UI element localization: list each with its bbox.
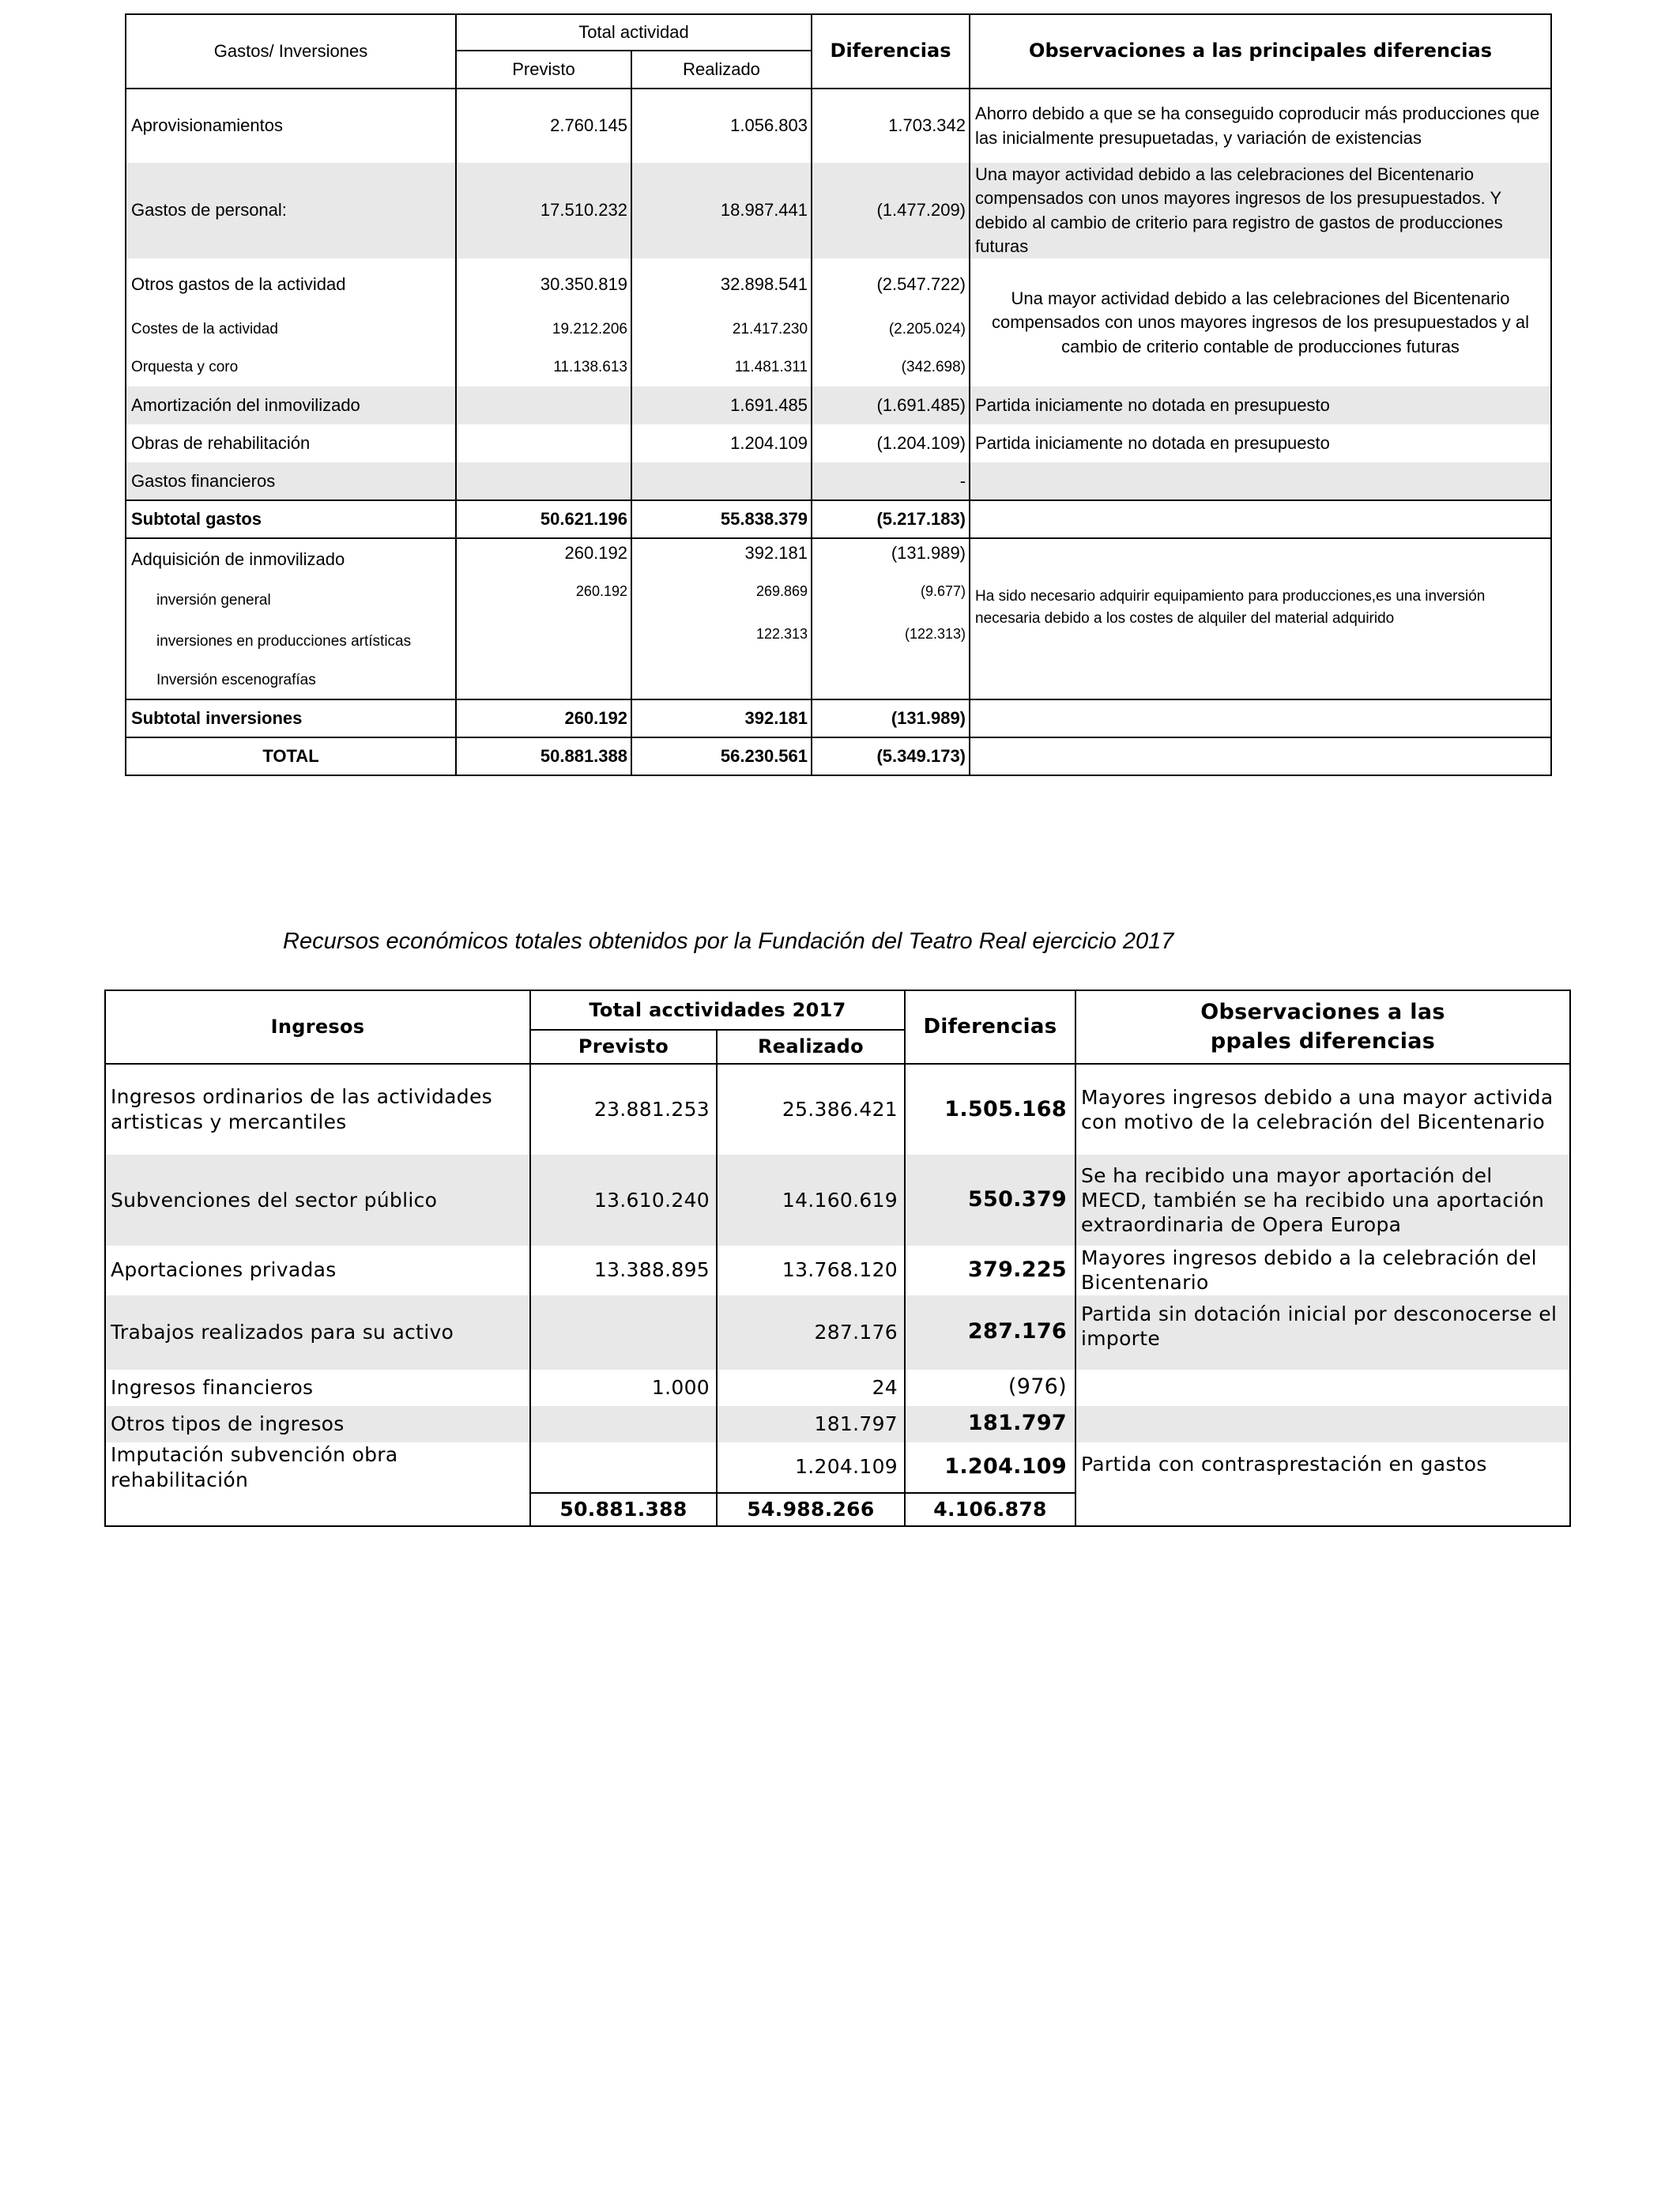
total-row: 50.881.388 54.988.266 4.106.878 bbox=[105, 1493, 1570, 1526]
recursos-table bbox=[104, 990, 1571, 1527]
header-obs-line2: ppales diferencias bbox=[1210, 1028, 1436, 1054]
header-total-actividades: Total acctividades 2017 bbox=[530, 990, 905, 1030]
header-previsto: Previsto bbox=[456, 51, 631, 89]
subtotal-gastos-row: Subtotal gastos 50.621.196 55.838.379 (5.217.183) bbox=[126, 500, 1551, 538]
header-realizado: Realizado bbox=[717, 1030, 905, 1064]
total-row: TOTAL 50.881.388 56.230.561 (5.349.173) bbox=[126, 737, 1551, 775]
header-observaciones bbox=[1075, 990, 1570, 1064]
table-row: Ingresos ordinarios de las actividades artisticas y mercantiles 23.881.253 25.386.421 1.505.168 Mayores ingresos debido a una mayor activida con motivo de la celebración del Bicentenario bbox=[105, 1064, 1570, 1155]
table-row: Gastos de personal: 17.510.232 18.987.441 (1.477.209) Una mayor actividad debido a las celebraciones del Bicentenario compensados con unos mayores ingresos de los presupuestados. Y debido al cambio de criterio para registro de gastos de producciones futuras bbox=[126, 163, 1551, 258]
header-gastos-inversiones: Gastos/ Inversiones bbox=[213, 40, 368, 61]
table-row: Amortización del inmovilizado 1.691.485 (1.691.485) Partida iniciamente no dotada en presupuesto bbox=[126, 386, 1551, 424]
table-row: Otros tipos de ingresos 181.797 181.797 bbox=[105, 1406, 1570, 1442]
table-row: Aprovisionamientos 2.760.145 1.056.803 1.703.342 Ahorro debido a que se ha conseguido coproducir más producciones que las inicialmente presupuetadas, y variación de existencias bbox=[126, 89, 1551, 163]
table-row: Ingresos financieros 1.000 24 (976) bbox=[105, 1370, 1570, 1406]
table-row: Subvenciones del sector público 13.610.240 14.160.619 550.379 Se ha recibido una mayor aportación del MECD, también se ha recibido una aportación extraordinaria de Opera Europa bbox=[105, 1155, 1570, 1246]
table-row: Aportaciones privadas 13.388.895 13.768.120 379.225 Mayores ingresos debido a la celebración del Bicentenario bbox=[105, 1246, 1570, 1295]
header-obs-line1: Observaciones a las bbox=[1200, 1000, 1445, 1025]
table-row: Trabajos realizados para su activo 287.176 287.176 Partida sin dotación inicial por desconocerse el importe bbox=[105, 1295, 1570, 1370]
table-row: Adquisición de inmovilizado 260.192 392.181 (131.989) bbox=[126, 538, 1551, 579]
header-diferencias: Diferencias bbox=[812, 14, 970, 89]
table-row: Inversión escenografías bbox=[126, 662, 1551, 699]
header-ingresos: Ingresos bbox=[270, 1016, 365, 1039]
recursos-title: Recursos económicos totales obtenidos por la Fundación del Teatro Real ejercicio 2017 bbox=[283, 929, 1174, 954]
table-row: inversión general 260.192 269.869 (9.677) Ha sido necesario adquirir equipamiento para producciones,es una inversión necesaria debido a los costes de alquiler del material adquirido bbox=[126, 579, 1551, 622]
subtotal-inversiones-row: Subtotal inversiones 260.192 392.181 (131.989) bbox=[126, 699, 1551, 737]
table-row: Gastos financieros - bbox=[126, 462, 1551, 500]
table-row: Orquesta y coro 11.138.613 11.481.311 (342.698) bbox=[126, 349, 1551, 386]
table-row: Obras de rehabilitación 1.204.109 (1.204.109) Partida iniciamente no dotada en presupuesto bbox=[126, 424, 1551, 462]
table-row: Costes de la actividad 19.212.206 21.417.230 (2.205.024) bbox=[126, 311, 1551, 349]
header-previsto: Previsto bbox=[530, 1030, 717, 1064]
header-realizado: Realizado bbox=[631, 51, 812, 89]
table-row: inversiones en producciones artísticas 122.313 (122.313) bbox=[126, 622, 1551, 662]
header-diferencias: Diferencias bbox=[905, 990, 1075, 1064]
gastos-table bbox=[125, 13, 1552, 776]
table-row: Otros gastos de la actividad 30.350.819 32.898.541 (2.547.722) Una mayor actividad debido a las celebraciones del Bicentenario compensados con unos mayores ingresos de los presupuestados y al cambio de criterio contable de producciones futuras bbox=[126, 258, 1551, 311]
header-observaciones: Observaciones a las principales diferencias bbox=[970, 14, 1551, 89]
table-row: Imputación subvención obra rehabilitación 1.204.109 1.204.109 Partida con contrasprestación en gastos bbox=[105, 1442, 1570, 1493]
header-total-actividad: Total actividad bbox=[456, 14, 812, 51]
